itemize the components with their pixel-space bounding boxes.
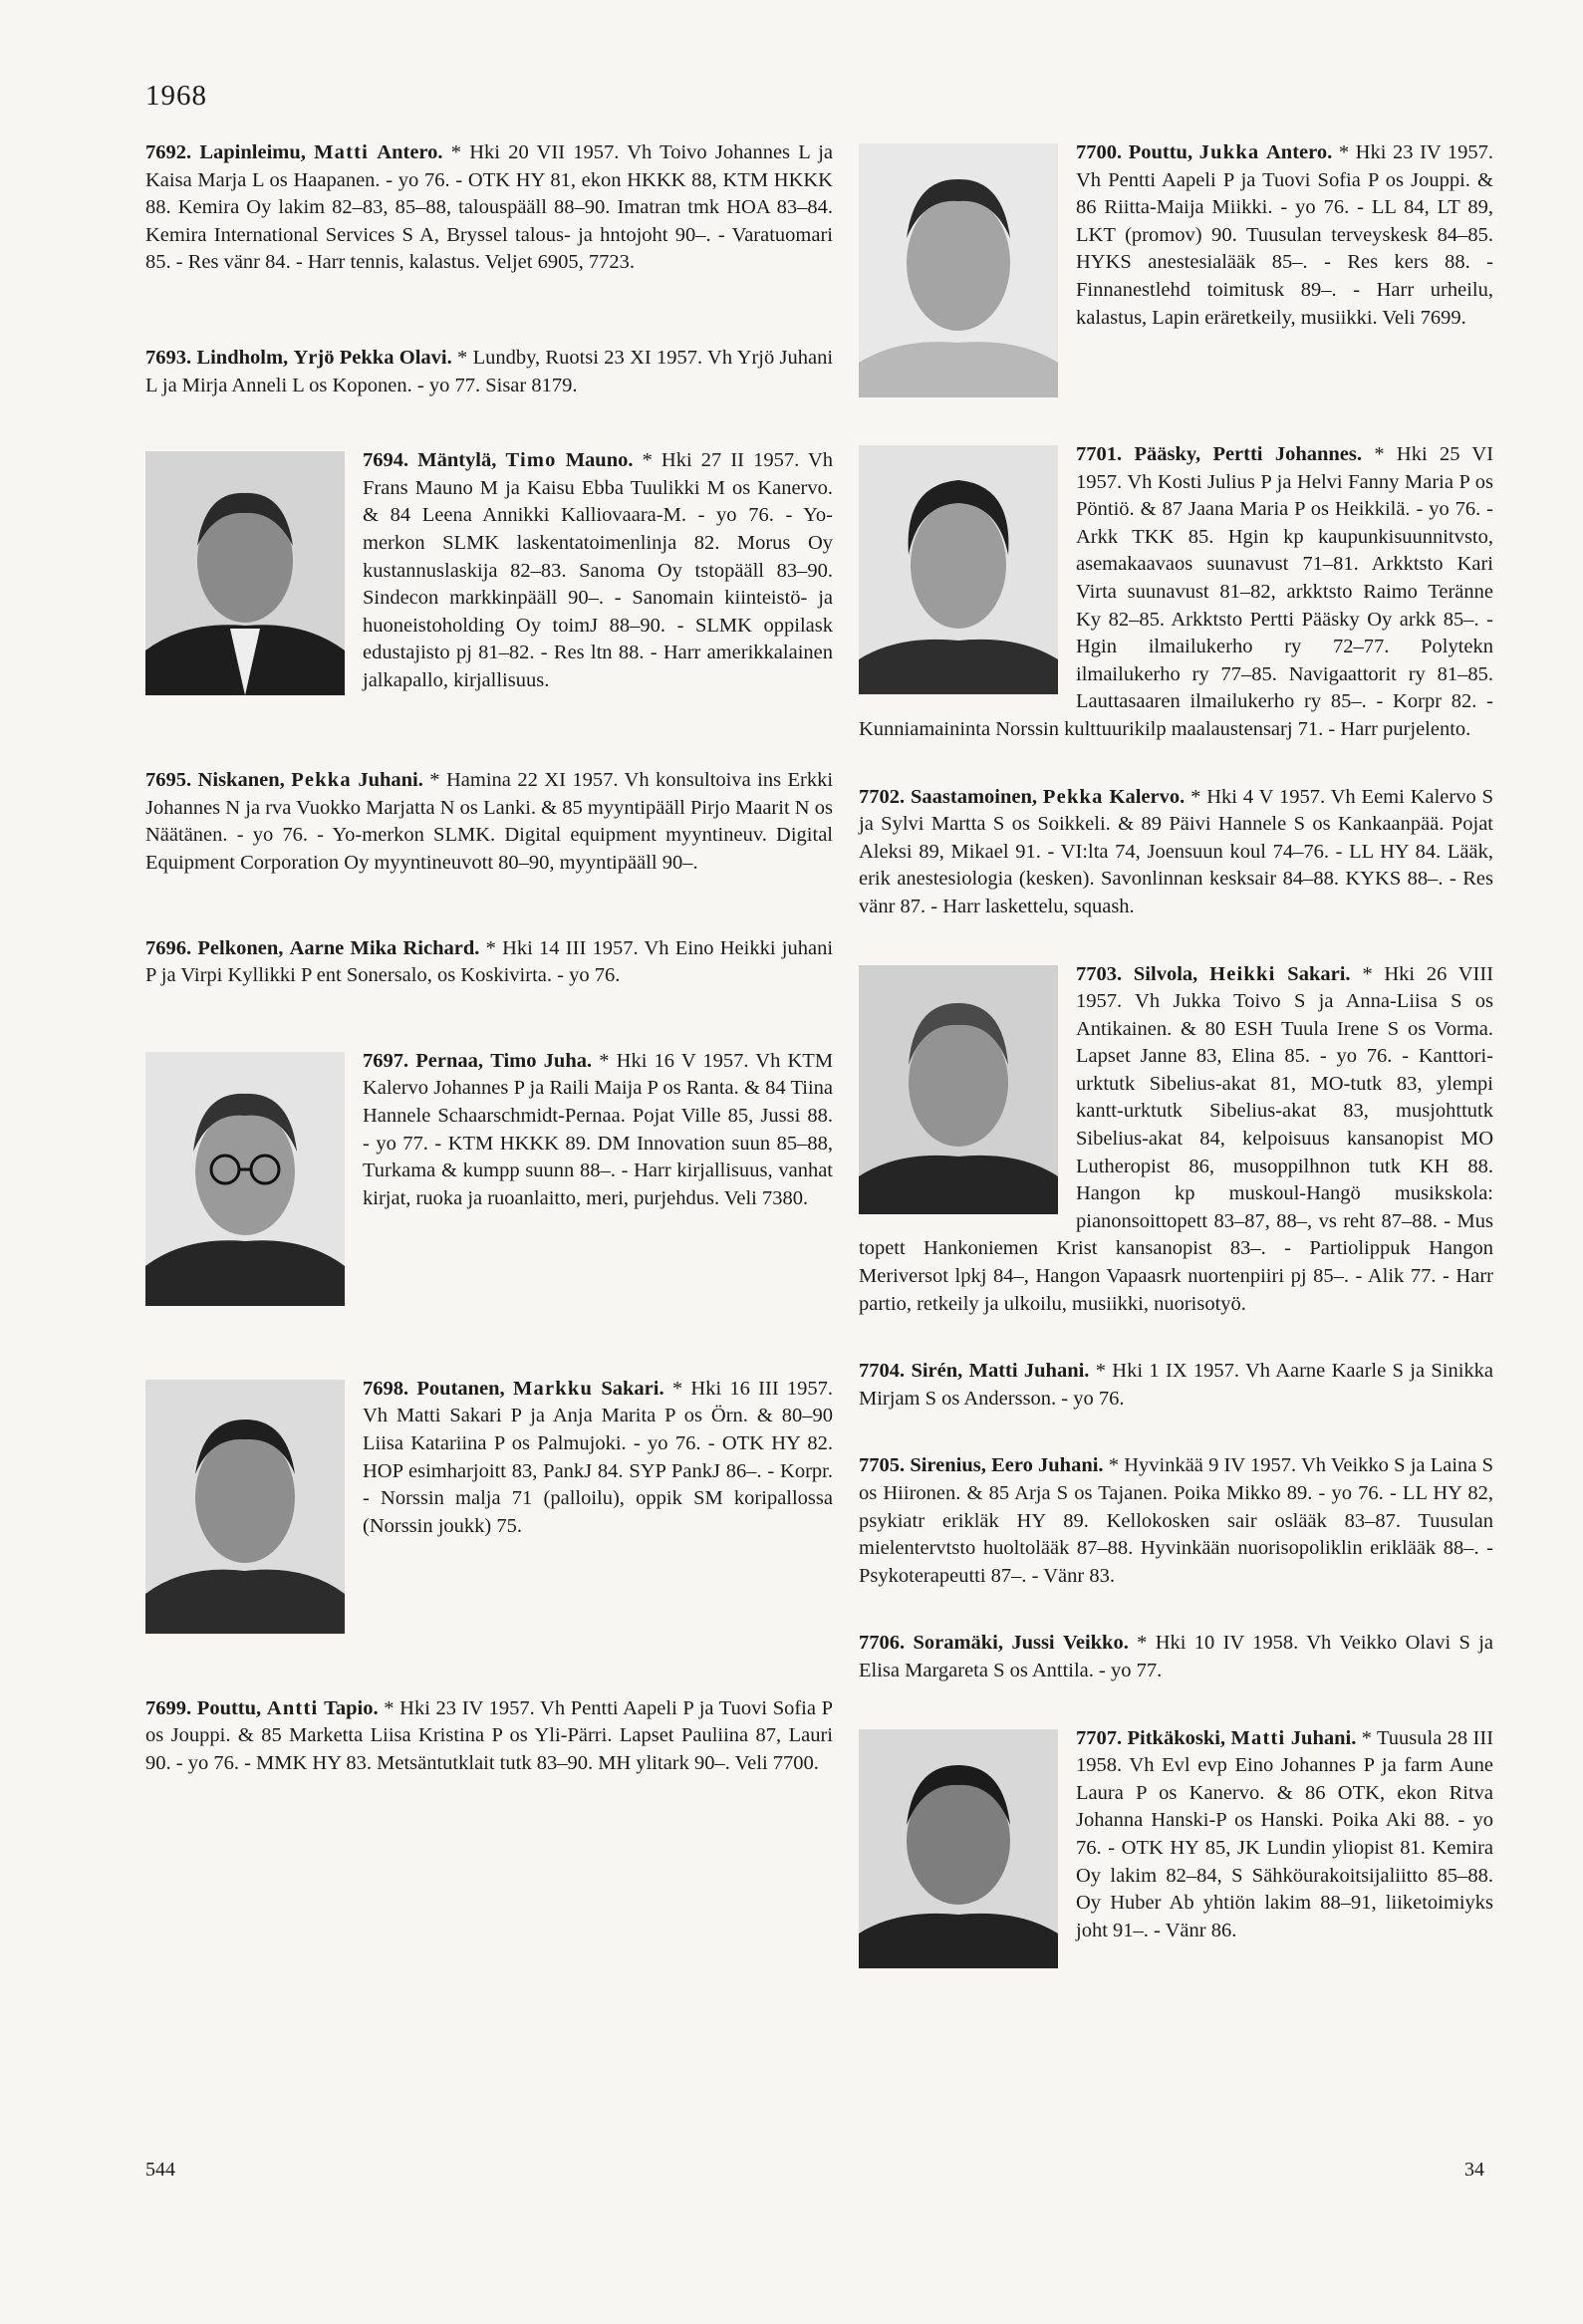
entry-first-name: Jukka [1198,141,1260,163]
portrait-photo [145,451,345,695]
entry-text: * Hki 27 II 1957. Vh Frans Mauno M ja Kaisu Ebba Tuulikki M os Kanervo. & 84 Leena Annikki Kalliovaara-M. - yo 76. - Yo-merkon SLMK laskentatoimenlinja 82. Morus Oy kustannuslaskija 82–83. Sanoma Oy tstopääll 83–90. Sindecon markkinpääll 90–. - Sanomain kiinteistö- ja huoneistoholding Oy toimJ 88–90. - SLMK oppilask edustajisto pj 81–82. - Res ltn 88. - Harr amerikkalainen jalkapallo, kirjallisuus. [363,449,834,691]
entry-surname: Poutanen, [416,1377,505,1400]
entry-text: * Hki 1 IX 1957. Vh Aarne Kaarle S ja Sinikka Mirjam S os Andersson. - yo 76. [859,1360,1494,1410]
entry-text: * Hki 25 VI 1957. Vh Kosti Julius P ja Helvi Fanny Maria P os Pöntiö. & 87 Jaana Maria P os Heikkilä. - yo 76. - Arkk TKK 85. Hgin kp kaupunkisuunnitvsto, asemakaavaos suunavust 71–81. Arkktsto Kari Virta suunavust 81–82, arkktsto Raimo Teränne Ky 82–85. Arkktsto Pertti Pääsky Oy arkk 85–. - Hgin ilmailukerho ry 72–77. Polytekn ilmailukerho ry 77–85. Navigaattorit ry 81–85. Lauttasaaren ilmailukerho ry 85–. - Korpr 82. - Kunniamaininta Norssin kulttuurikilp maalaustensarj 71. - Harr purjelento. [859,443,1494,740]
entry-surname: Lapinleimu, [199,141,306,163]
entry-7702 [859,784,1493,921]
entry-7705 [859,1452,1493,1590]
entry-surname: Pernaa, [415,1049,484,1072]
entry-number: 7704. [859,1360,906,1383]
entry-surname: Saastamoinen, [911,785,1038,808]
entry-other-names: Antero. [1265,141,1333,163]
entry-text: * Hamina 22 XI 1957. Vh konsultoiva ins Erkki Johannes N ja rva Vuokko Marjatta N os Lanki. & 85 myyntipääll Pirjo Maarit N os Näätänen. - yo 76. - Yo-merkon SLMK. Digital equipment myyntineuv. Digital Equipment Corporation Oy myyntineuvott 80–90, myyntipääll 90–. [145,769,834,874]
entry-surname: Pitkäkoski, [1127,1726,1226,1749]
entry-first-name: Heikki [1209,962,1276,985]
entry-text: * Hki 10 IV 1958. Vh Veikko Olavi S ja Elisa Margareta S os Anttila. - yo 77. [859,1632,1493,1681]
entry-first-name: Timo [490,1049,537,1072]
entry-text: * Hki 26 VIII 1957. Vh Jukka Toivo S ja Anna-Liisa S os Antikainen. & 80 ESH Tuula Irene S os Vorma. Lapset Janne 83, Elina 85. - yo 76. - Kanttori-urktutk Sibelius-akat 81, MO-tutk 83, ylempi kantt-urktutk Sibelius-akat 83, musjohttutk Sibelius-akat 84, kelpoisuus kansanopist MO Lutheropist 86, musoppilhnon tutk KH 88. Hangon kp muskoul-Hangö musikskola: pianonsoittopett 83–87, 88–, vs reht 87–88. - Mus topett Hankoniemen Krist kansanopist 83–. - Partiolippuk Hangon Meriversot lpkj 84–, Hangon Vapaasrk nuortenpiiri pj 85–. - Alik 77. - Harr partio, retkeily ja ulkoilu, musiikki, nuorisotyö. [859,962,1494,1315]
entry-other-names: Johannes. [1274,443,1362,465]
portrait-photo [859,965,1058,1214]
entry-7697 [145,1048,833,1213]
entry-7694 [145,447,833,694]
entry-number: 7693. [145,346,192,369]
entry-first-name: Matti [968,1360,1018,1383]
entry-surname: Soramäki, [913,1632,1003,1655]
entry-7706 [859,1630,1493,1684]
entry-surname: Silvola, [1133,962,1198,985]
entry-text: * Hki 14 III 1957. Vh Eino Heikki juhani P ja Virpi Kyllikki P ent Sonersalo, os Koskivirta. - yo 76. [145,936,834,987]
entry-7701 [859,441,1493,744]
entry-number: 7695. [145,769,192,792]
portrait-photo [859,1729,1058,1968]
entry-surname: Pääsky, [1134,443,1201,465]
entry-7693 [145,345,833,399]
entry-text: * Hki 16 V 1957. Vh KTM Kalervo Johannes P ja Raili Maija P os Ranta. & 84 Tiina Hannele Schaarschmidt-Pernaa. Pojat Ville 85, Jussi 88. - yo 77. - KTM HKKK 89. DM Innovation suun 85–88, Turkama & kumpp suunn 88–. - Harr kirjallisuus, vanhat kirjat, ruoka ja ruoanlaitto, meri, purjehdus. Veli 7380. [363,1049,834,1209]
entry-other-names: Mika Richard. [350,936,480,959]
entry-first-name: Pekka [1042,785,1104,808]
entry-number: 7703. [1076,962,1123,985]
entry-number: 7707. [1076,1726,1123,1749]
entry-other-names: Juhani. [358,769,423,792]
entry-number: 7700. [1076,141,1123,163]
entry-7696 [145,935,833,990]
entry-first-name: Eero [991,1454,1033,1477]
section-number: 34 [1464,2159,1484,2181]
entry-number: 7697. [363,1049,409,1072]
entry-surname: Lindholm, [196,346,289,369]
entry-7707 [859,1725,1493,1945]
entry-surname: Sirén, [911,1360,963,1383]
entry-first-name: Matti [314,141,370,163]
entry-number: 7699. [145,1696,192,1719]
entry-other-names: Kalervo. [1109,785,1186,808]
entry-7698 [145,1376,833,1541]
entry-other-names: Veikko. [1062,1632,1129,1655]
entry-other-names: Tapio. [324,1696,379,1719]
entry-text: * Hki 23 IV 1957. Vh Pentti Aapeli P ja Tuovi Sofia P os Jouppi. & 85 Marketta Liisa Kristina P os Yli-Pärri. Lapset Pauliina 87, Lauri 90. - yo 76. - MMK HY 83. Metsäntutklait tutk 83–90. MH ylitark 90–. Veli 7700. [145,1696,834,1774]
entry-7703 [859,961,1493,1319]
entry-other-names: Antero. [377,141,443,163]
entry-number: 7705. [859,1454,906,1477]
entry-surname: Pouttu, [1128,141,1193,163]
entry-7695 [145,767,833,877]
entry-number: 7694. [363,449,409,472]
right-column [859,139,1493,1972]
entry-text: * Tuusula 28 III 1958. Vh Evl evp Eino Johannes P ja farm Aune Laura P os Kanervo. & 86 OTK, ekon Ritva Johanna Hanski-P os Hanski. Poika Aki 88. - yo 76. - OTK HY 85, JK Lundin yliopist 81. Kemira Oy lakim 82–84, S Sähköurakoitsijaliitto 85–88. Oy Huber Ab yhtiön lakim 88–91, liiketoimiyks joht 91–. - Vänr 86. [1076,1726,1494,1941]
entry-number: 7698. [363,1377,409,1400]
left-column [145,139,833,1778]
entry-first-name: Pekka [291,769,352,792]
entry-number: 7702. [859,785,906,808]
entry-text: * Hki 4 V 1957. Vh Eemi Kalervo S ja Sylvi Martta S os Soikkeli. & 89 Päivi Hannele S os Kankaanpää. Pojat Aleksi 89, Mikael 91. - VI:lta 74, Joensuun koul 74–76. - LL HY 84. Lääk, erik anestesiologia (kesken). Savonlinnan kesksair 84–88. KYKS 88–. - Res vänr 87. - Harr laskettelu, squash. [859,785,1494,917]
entry-number: 7696. [145,936,192,959]
entry-7692 [145,139,833,277]
entry-other-names: Mauno. [565,449,634,472]
entry-other-names: Juhani. [1038,1454,1104,1477]
page-number: 544 [145,2159,175,2181]
portrait-photo [145,1052,345,1306]
entry-number: 7701. [1076,443,1123,465]
entry-other-names: Juha. [543,1049,593,1072]
portrait-photo [859,445,1058,694]
entry-7699 [145,1695,833,1778]
entry-first-name: Timo [505,449,557,472]
entry-text: * Hki 20 VII 1957. Vh Toivo Johannes L ja Kaisa Marja L os Haapanen. - yo 76. - OTK HY 81, ekon HKKK 88, KTM HKKK 88. Kemira Oy lakim 82–83, 85–88, talouspääll 88–90. Imatran tmk HOA 83–84. Kemira International Services S A, Bryssel talous- ja hntojoht 90–. - Varatuomari 85. - Res vänr 84. - Harr tennis, kalastus. Veljet 6905, 7723. [145,141,834,274]
portrait-photo [859,143,1058,397]
entry-text: * Lundby, Ruotsi 23 XI 1957. Vh Yrjö Juhani L ja Mirja Anneli L os Koponen. - yo 77. Sisar 8179. [145,346,834,396]
entry-other-names: Sakari. [601,1377,664,1400]
portrait-photo [145,1380,345,1634]
entry-surname: Mäntylä, [417,449,497,472]
entry-text: * Hki 23 IV 1957. Vh Pentti Aapeli P ja Tuovi Sofia P os Jouppi. & 86 Riitta-Maija Miikki. - yo 76. - LL 84, LT 89, LKT (promov) 90. Tuusulan terveyskesk 84–85. HYKS anestesialääk 85–. - Res kers 88. - Finnanestlehd toimitusk 89–. - Harr urheilu, kalastus, Lapin eräretkeily, musiikki. Veli 7699. [1076,141,1494,329]
entry-other-names: Juhani. [1290,1726,1357,1749]
entry-first-name: Markku [512,1377,594,1400]
entry-surname: Niskanen, [197,769,285,792]
entry-first-name: Aarne [289,936,345,959]
entry-surname: Pelkonen, [197,936,284,959]
entry-text: * Hyvinkää 9 IV 1957. Vh Veikko S ja Laina S os Hiironen. & 85 Arja S os Tajanen. Poika Mikko 89. - yo 76. - LL HY 82, psykiatr erikläk HY 89. Kellokosken sair oslääk 83–87. Tuusulan mielentervtsto huoltolääk 87–88. Hyvinkään nuorisopoliklin eriklääk 88–. - Psykoterapeutti 87–. - Vänr 83. [859,1454,1493,1587]
entry-number: 7692. [145,141,192,163]
entry-surname: Sirenius, [910,1454,986,1477]
entry-first-name: Jussi [1011,1632,1055,1655]
entry-surname: Pouttu, [196,1696,262,1719]
entry-other-names: Pekka Olavi. [339,346,452,369]
entry-7704 [859,1358,1493,1413]
entry-first-name: Yrjö [293,346,335,369]
entry-other-names: Juhani. [1023,1360,1090,1383]
entry-7700 [859,139,1493,332]
entry-first-name: Pertti [1212,443,1263,465]
entry-text: * Hki 16 III 1957. Vh Matti Sakari P ja Anja Marita P os Örn. & 80–90 Liisa Katariina P os Palmujoki. - yo 76. - OTK HY 82. HOP esimharjoitt 83, PankJ 84. SYP PankJ 86–. - Korpr. - Norssin malja 71 (palloilu), oppik SM koripallossa (Norssin joukk) 75. [363,1377,834,1537]
entry-first-name: Matti [1230,1726,1286,1749]
entry-other-names: Sakari. [1287,962,1351,985]
page-year: 1968 [145,80,207,112]
entry-first-name: Antti [266,1696,319,1719]
entry-number: 7706. [859,1632,906,1655]
